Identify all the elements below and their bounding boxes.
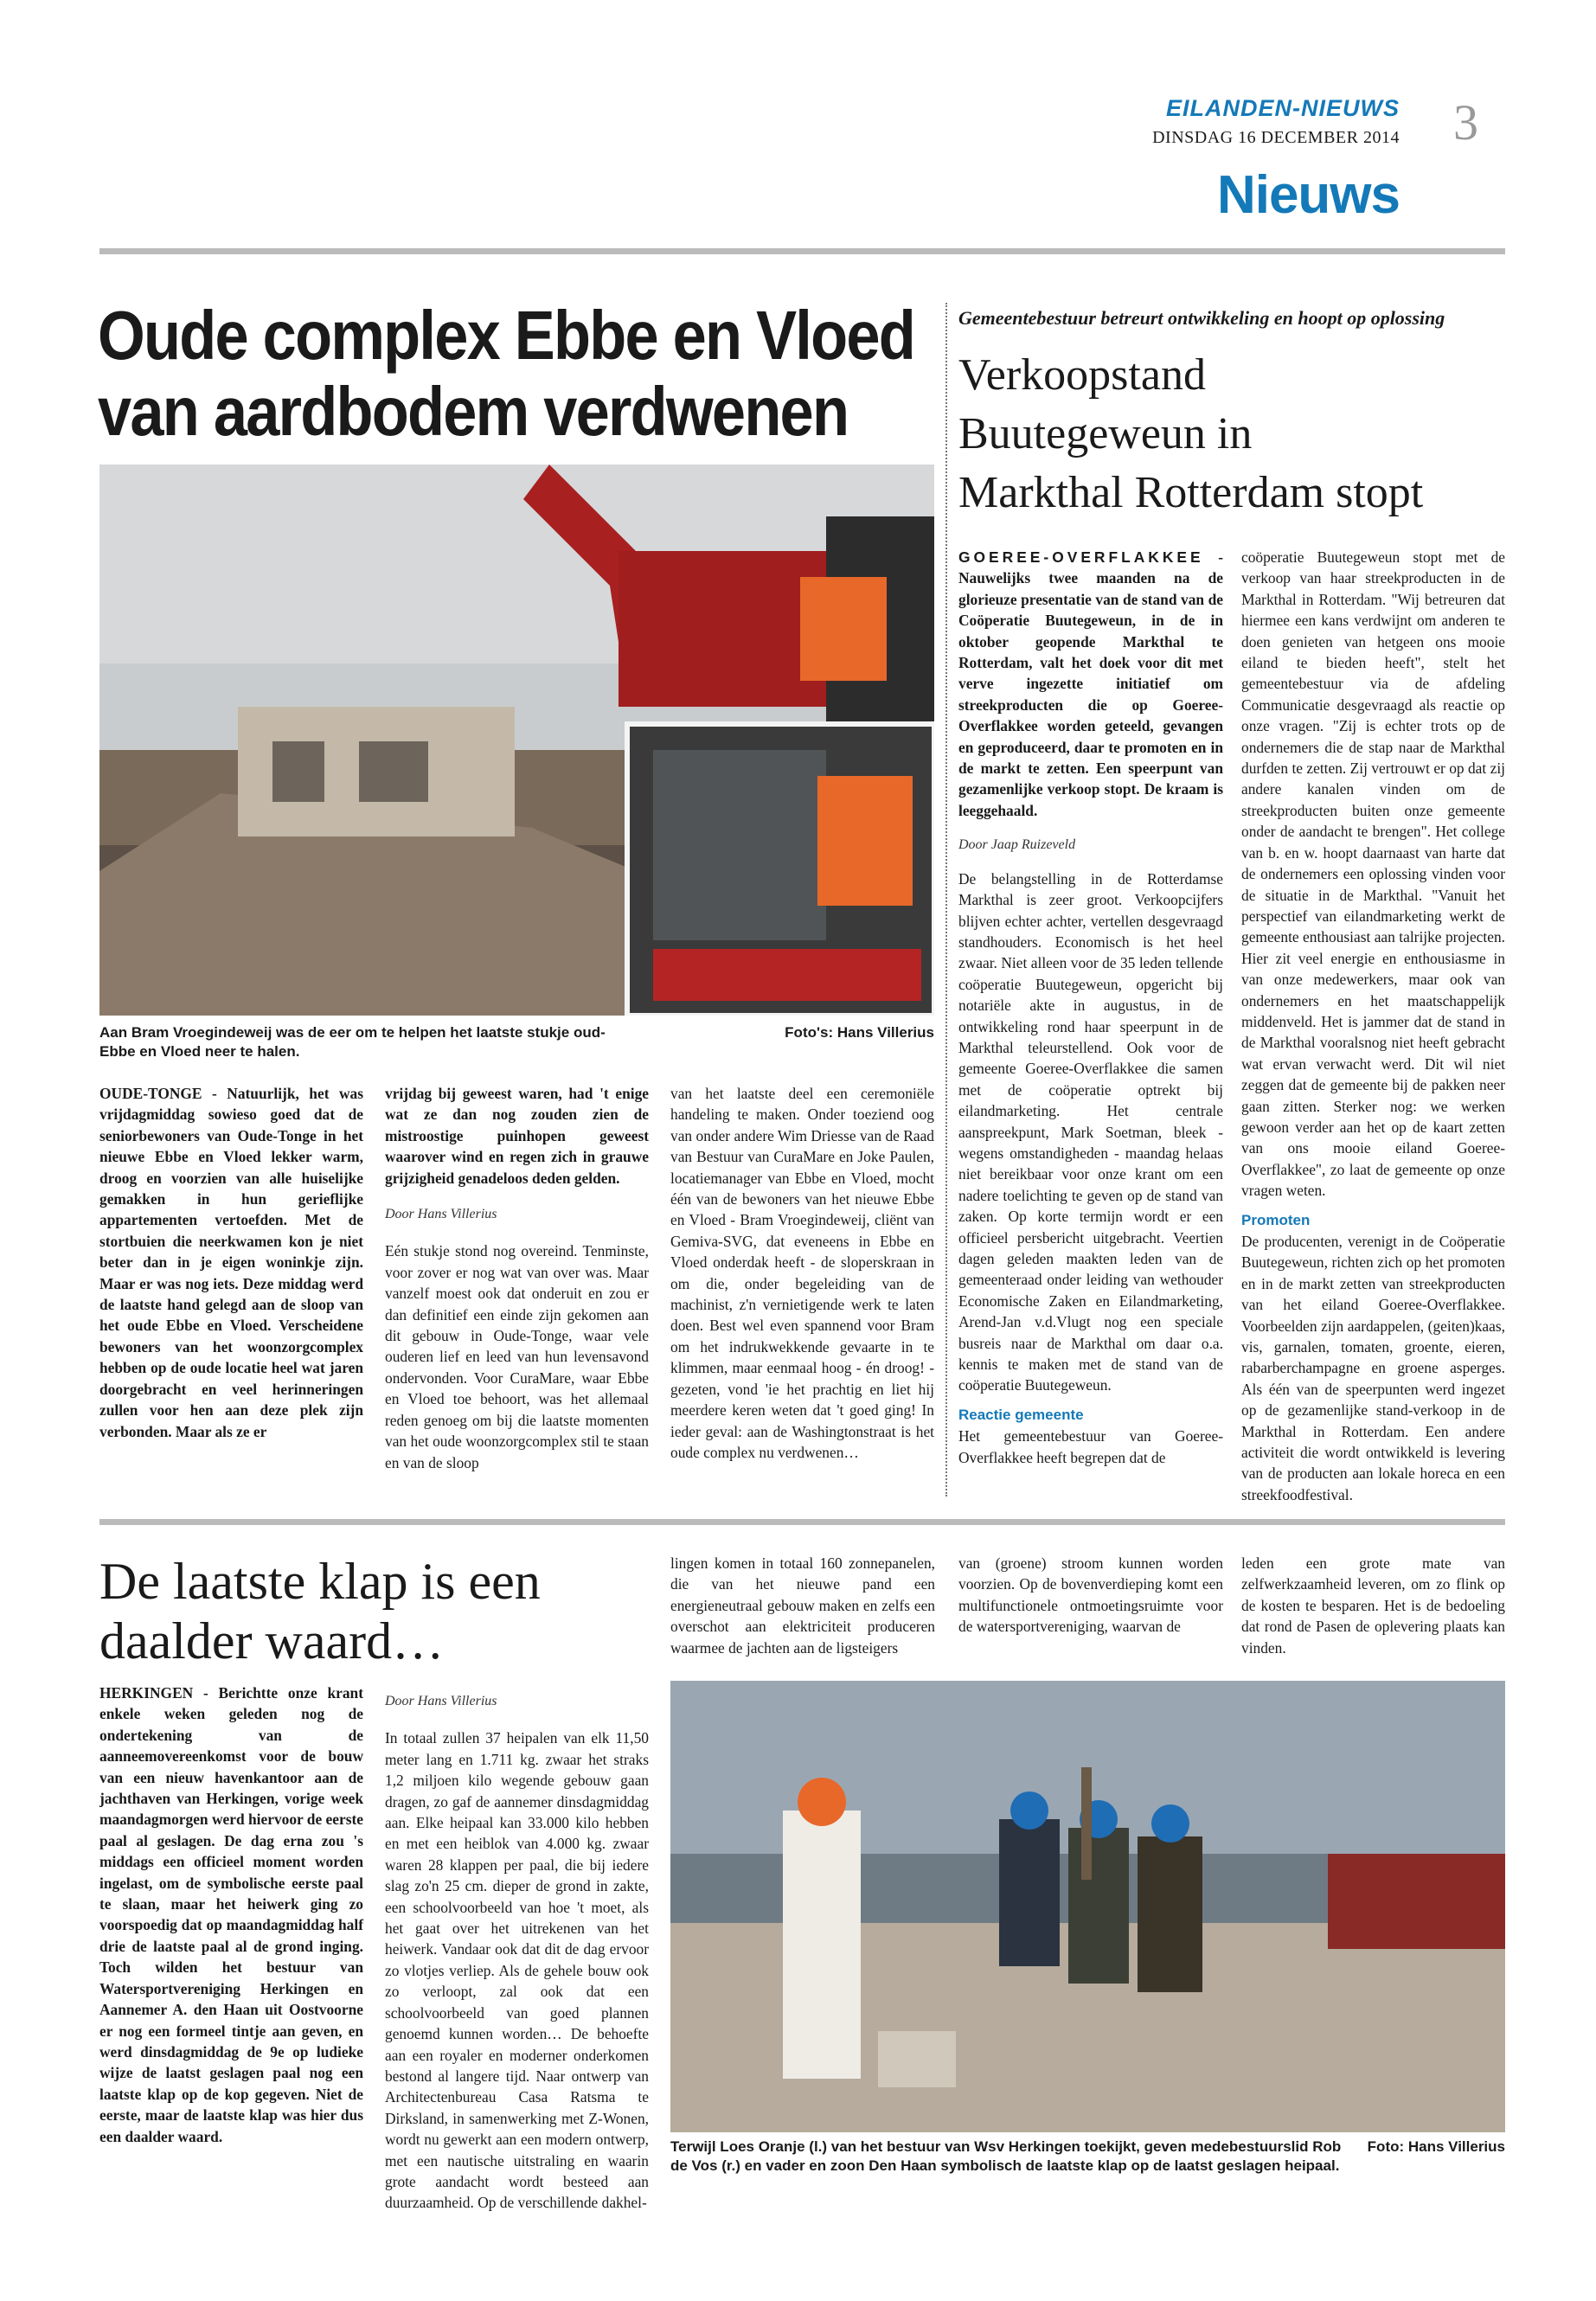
article2-col2-end: De producenten, verenigt in de Coöperatie Buutegeweun, richten zich op het promoten en in de markt zetten van streekproducten van het eiland Goeree-Overflakkee. Voorbeelden zijn aardappelen, (geiten)kaas, vis, garnalen, tomaten, groente, eieren, rabarberchampagne en groene asperges. Als één van de speerpunten werd ingezet op de gezamenlijke stand-verkoop in de Markthal in Rotterdam. Een andere activiteit die wordt ontwikkeld is levering van de producten aan lokale horeca en een streekfoodfestival. xyxy=(1241,1233,1505,1503)
article3-col2-body: In totaal zullen 37 heipalen van elk 11,50 meter lang en 1.711 kg. zwaar het straks 1,2 miljoen kilo wegende gebouw gaan dragen, zo gaf de aannemer dinsdagmiddag aan. Elke heipaal kan 33.000 kilo hebben en met een heiblok van 4.000 kg. zwaar waren 28 klappen per paal, die bij iedere slag zo'n 25 cm. dieper de grond in zakte, een schoolvoorbeeld van hoe 't moet, als het gaat over het uitrekenen van het heiwerk. Vandaar ook dat dit de dag ervoor zo vlotjes verliep. Als de gehele bouw ook zo verloopt, zal ook dat een schoolvoorbeeld van goed plannen genoemd kunnen worden… De behoefte aan een royaler en moderner onderkomen bestond al langere tijd. Naar ontwerp van Architectenbureau Casa Ratsma te Dirksland, in samenwerking met Z-Wonen, wordt nu gewerkt aan een modern ontwerp, met een nautische uitstraling en waarin grote aandacht wordt besteed aan duurzaamheid. Op de verschillende dakhel- xyxy=(385,1729,649,2212)
article2-subhead-promoten: Promoten xyxy=(1241,1211,1311,1228)
top-rule xyxy=(99,248,1505,254)
article2-col1-body: De belangstelling in de Rotterdamse Markthal is zeer groot. Verkoopcijfers blijven echter achter, vertellen desgevraagd standhouders. Economisch is het heel zwaar. Niet alleen voor de 35 leden tellende coöperatie Buutegeweun, opgericht bij notariële akte in augustus, in de ontwikkeling rond haar speerpunt in de Markthal teleurstellend. Ook voor de gemeente Goeree-Overflakkee die samen met de coöperatie optrekt bij eilandmarketing. Het centrale aanspreekpunt, Mark Soetman, bleek - wegens omstandigheden - maandag helaas niet bereikbaar voor onze krant om een nadere toelichting te geven op de stand van zaken. Op korte termijn wordt er een officieel persbericht uitgebracht. Veertien dagen geleden maakten leden van de gemeenteraad onder leiding van wethouder Economische Zaken en Eilandmarketing, Arend-Jan v.d.Vlugt nog een speciale busreis naar de Markthal om daar o.a. kennis te maken met de stand van de coöperatie Buutegeweun. xyxy=(958,869,1223,1394)
article3-byline: Door Hans Villerius xyxy=(385,1694,497,1708)
article1-col2-body: Eén stukje stond nog overeind. Tenminste, voor zover er nog wat van over was. Maar vanzelf moest ook dat onderuit en zou er dan definitief een einde zijn gekomen aan dit gebouw in Oude-Tonge, waar vele ouderen lief en leed van hun levensavond ondervonden. Voor CuraMare, waar Ebbe en Vloed toe behoort, was het allemaal reden genoeg om bij die laatste momenten van het oude woonzorgcomplex stil te staan en van de sloop xyxy=(385,1242,649,1471)
article1-column1 xyxy=(99,1083,363,1442)
article1-byline: Door Hans Villerius xyxy=(385,1207,497,1222)
article2-headline-line2: Buutegeweun in xyxy=(958,409,1253,458)
middle-rule xyxy=(99,1519,1505,1525)
article2-lead: - Nauwelijks twee maanden na de glorieuze presentatie van de stand van de Coöperatie Buutegeweun, in de in oktober geopende Markthal te Rotterdam, valt het doek voor dit met verve ingezette initiatief om streekproducten die op Goeree-Overflakkee worden geteeld, gevangen en geproduceerd, daar te promoten en in de markt te zetten. Een speerpunt van gezamenlijke verkoop stopt. De kraam is leeggehaald. xyxy=(958,548,1223,819)
article3-headline-line1: De laatste klap is een xyxy=(99,1553,541,1610)
article1-column2 xyxy=(385,1083,649,1473)
article3-column5-top: leden een grote mate van zelfwerkzaamheid leveren, om zo flink op de kosten te besparen. Het is de bedoeling dat rond de Pasen de oplevering plaats kan vinden. xyxy=(1241,1554,1505,1657)
page-number: 3 xyxy=(1453,94,1478,151)
article1-caption: Aan Bram Vroegindeweij was de eer om te helpen het laatste stukje oud-Ebbe en Vloed neer te halen. xyxy=(99,1024,606,1060)
article1-lead: OUDE-TONGE - Natuurlijk, het was vrijdagmiddag sowieso goed dat de seniorbewoners van Oude-Tonge in het nieuwe Ebbe en Vloed lekker warm, droog en voorzien van alle huiselijke gemakken in hun gerieflijke appartementen vertoefden. Met de stortbuien die neerkwamen kon je niet beter dan in je eigen woninkje zijn. Maar er was nog iets. Deze middag werd de laatste hand gelegd aan de sloop van het oude Ebbe en Vloed. Verscheidene bewoners van het woonzorgcomplex hebben op de oude locatie heel wat jaren doorgebracht en veel herinneringen zullen voor hen aan deze plek zijn verbonden. Maar als ze er xyxy=(99,1085,363,1440)
newspaper-name: EILANDEN-NIEUWS xyxy=(1166,95,1400,121)
article2-headline-line1: Verkoopstand xyxy=(958,350,1206,400)
article2-kicker: Gemeentebestuur betreurt ontwikkeling en hoopt op oplossing xyxy=(958,307,1445,329)
publication-date: DINSDAG 16 DECEMBER 2014 xyxy=(1152,128,1400,147)
article1-col2-lead: vrijdag bij geweest waren, had 't enige wat ze dan nog zouden zien de mistroostige puinhopen geweest waarover wind en regen zich in grauwe grijzigheid genadeloos deden gelden. xyxy=(385,1085,649,1187)
article2-column1 xyxy=(958,547,1223,1468)
article1-photo-credit: Foto's: Hans Villerius xyxy=(785,1024,934,1041)
article3-column1 xyxy=(99,1682,363,2147)
demolition-photo xyxy=(99,465,934,1016)
article2-dateline: GOEREE-OVERFLAKKEE xyxy=(958,548,1204,566)
article2-col2-body: coöperatie Buutegeweun stopt met de verkoop van haar streekproducten in de Markthal in Rotterdam. "Wij betreuren dat hiermee een kans verdwijnt om anderen te doen genieten van hetgeen ons mooie eiland te bieden heeft", stelt het gemeentebestuur via de afdeling Communicatie desgevraagd als reactie op onze vragen. "Zij is echter trots op de ondernemers die de stap naar de Markthal durfden te zetten. Zij vertrouwt er op dat zij andere kanalen vinden om de streekproducten buiten onze gemeente onder de aandacht te brengen". Het college van b. en w. hoopt daarnaast van harte dat de ondernemers een oplossing vinden voor de situatie in de Markthal. "Vanuit het perspectief van eilandmarketing werkt de gemeente enthousiast aan talrijke projecten. Hier zit veel energie en enthousiasme in van onze medewerkers, maar ook van ondernemers en het maatschappelijk middenveld. Het is jammer dat de stand in de Markthal vooralsnog niet heeft gebracht wat ervan verwacht werd. Dit wil niet zeggen dat de gemeente bij de pakken neer gaan zitten. Sterker nog: we werken gewoon verder aan het op de kaart zetten van ons mooie eiland Goeree-Overflakkee", zo laat de gemeente op onze vragen weten. xyxy=(1241,548,1505,1200)
column-divider xyxy=(945,303,947,1497)
article1-headline-line2: van aardbodem verdwenen xyxy=(98,373,849,450)
article3-lead: HERKINGEN - Berichtte onze krant enkele weken geleden nog de ondertekening van de aanneemovereenkomst voor de bouw van een nieuw havenkantoor aan de jachthaven van Herkingen, vorige week maandagmorgen werd hiervoor de eerste paal al geslagen. De dag erna zou 's middags een officieel moment worden ingelast, om de symbolische eerste paal te slaan, maar het heiwerk ging zo voorspoedig dat op maandagmiddag half drie de laatste paal al de grond inging. Toch wilden het bestuur van Watersportvereniging Herkingen en Aannemer A. den Haan uit Oostvoorne er nog een formeel tintje aan geven, en werd dinsdagmiddag de 9e op ludieke wijze de laatst geslagen paal nog een laatste klap op de kop gegeven. Niet de eerste, maar de laatste klap was hier dus een daalder waard. xyxy=(99,1684,363,2145)
article3-column3-top: lingen komen in totaal 160 zonnepanelen, die van het nieuwe pand een energieneutraal gebouw maken en zelfs een overschot aan elektriciteit produceren waarmee de jachten aan de ligsteigers xyxy=(670,1554,935,1657)
article2-col1-end: Het gemeentebestuur van Goeree-Overflakkee heeft begrepen dat de xyxy=(958,1427,1223,1466)
article3-photo-credit: Foto: Hans Villerius xyxy=(1367,2138,1505,2155)
section-title: Nieuws xyxy=(1216,165,1400,225)
article1-col3-body: van het laatste deel een ceremoniële handeling te maken. Onder toeziend oog van onder andere Wim Driesse van de Raad van Bestuur van CuraMare en Joke Paulen, locatiemanager van Ebbe en Vloed, mocht één van de bewoners van het nieuwe Ebbe en Vloed - Bram Vroegindeweij, cliënt van Gemiva-SVG, dat eveneens in Ebbe en Vloed onderdak heeft - de sloperskraan in om die, onder begeleiding van de machinist, z'n vernietigende werk te laten doen. Best wel even spannend voor Bram om het indrukwekkende gevaarte in te klimmen, maar eenmaal hoog - én droog! - gezeten, vond 'ie het prachtig en liet hij meerdere keren weten dat 't goed ging! In ieder geval: aan de Washingtonstraat is het oude complex nu verdwenen… xyxy=(670,1085,934,1461)
article3-caption: Terwijl Loes Oranje (l.) van het bestuur van Wsv Herkingen toekijkt, geven medebestuurslid Rob de Vos (r.) en vader en zoon Den Haan symbolisch de laatste klap op de laatst geslagen heipaal. xyxy=(670,2138,1342,2174)
article3-column4-top: van (groene) stroom kunnen worden voorzien. Op de bovenverdieping komt een multifunctionele ontmoetingsruimte voor de watersportvereniging, waarvan de xyxy=(958,1554,1223,1636)
article1-column3 xyxy=(670,1083,934,1463)
heipaal-photo xyxy=(670,1681,1505,2132)
article2-subhead-reaction: Reactie gemeente xyxy=(958,1406,1084,1423)
article1-headline-line1: Oude complex Ebbe en Vloed xyxy=(98,297,914,374)
article3-headline-line2: daalder waard… xyxy=(99,1612,445,1670)
article2-headline-line3: Markthal Rotterdam stopt xyxy=(958,468,1424,517)
article3-column2 xyxy=(385,1682,649,2214)
article2-byline: Door Jaap Ruizeveld xyxy=(958,837,1076,853)
article2-column2 xyxy=(1241,547,1505,1505)
